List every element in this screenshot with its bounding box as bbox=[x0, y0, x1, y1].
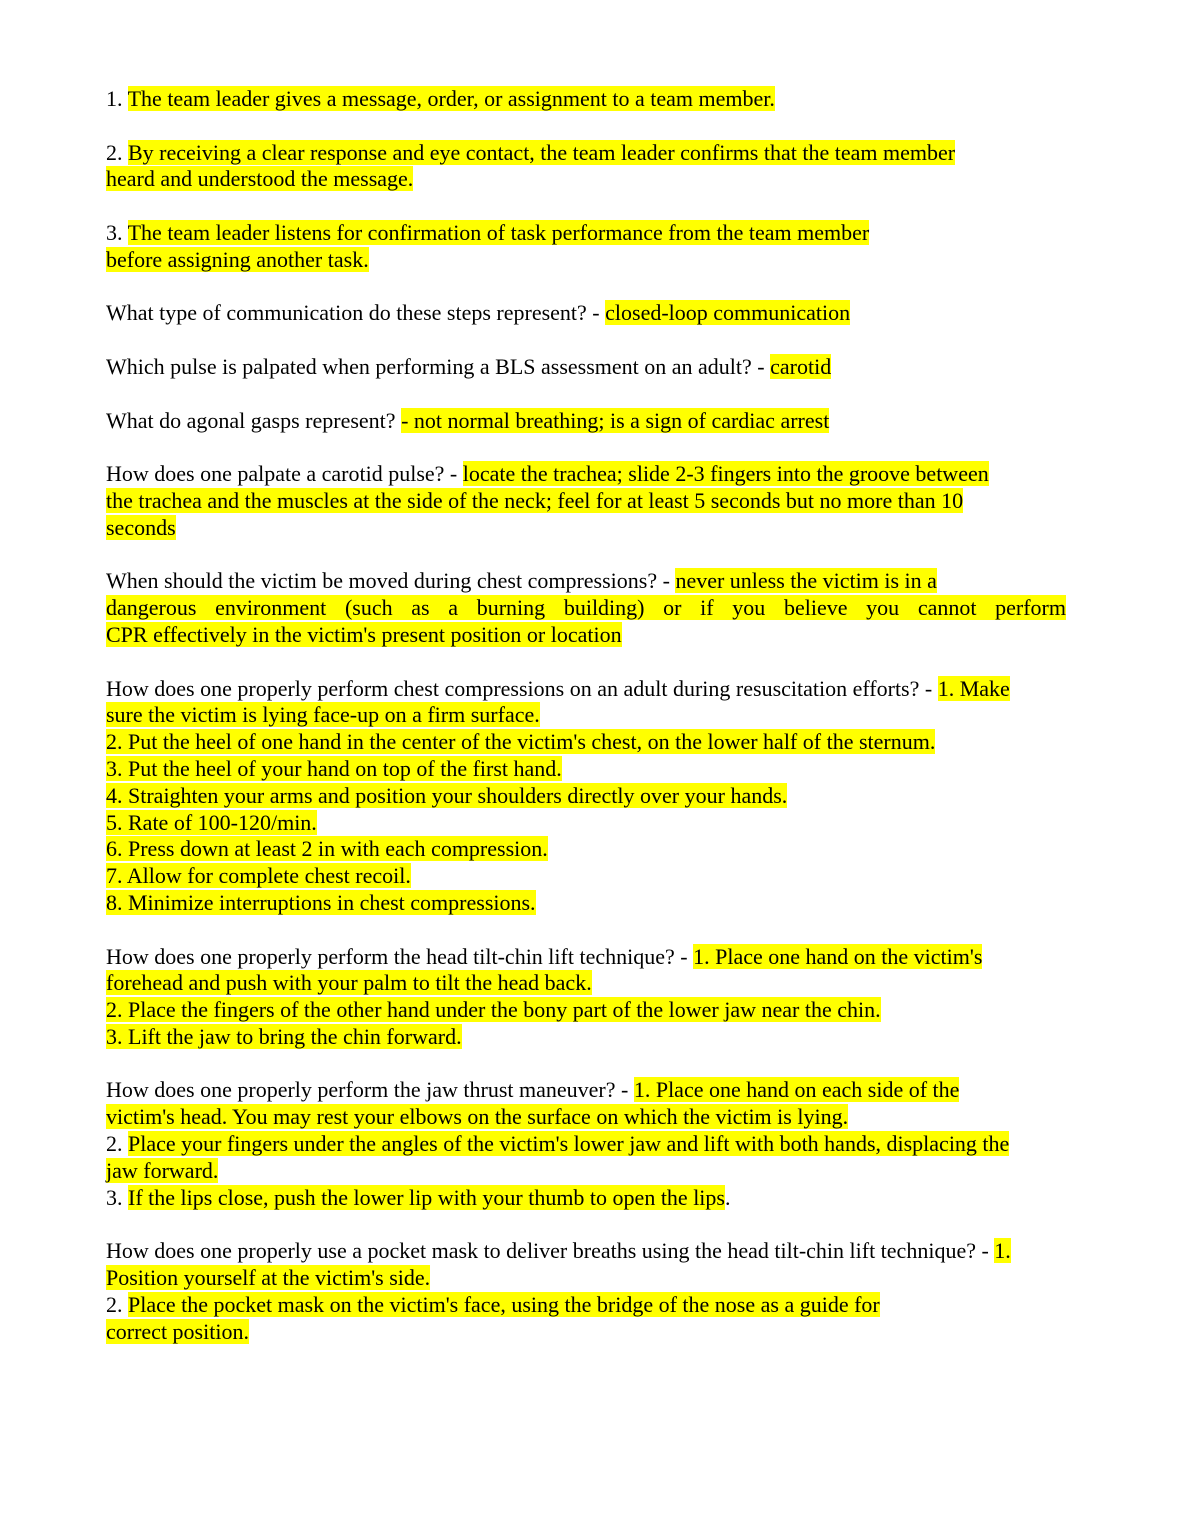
plain-text: 2. bbox=[106, 1291, 128, 1317]
text-line bbox=[106, 1292, 1066, 1319]
highlighted-text: 2. Place the fingers of the other hand under the bony part of the lower jaw near the chin. bbox=[106, 997, 881, 1023]
text-line bbox=[106, 810, 1066, 837]
qa-paragraph bbox=[106, 461, 1066, 541]
highlighted-text: The team leader gives a message, order, or assignment to a team member. bbox=[127, 86, 775, 111]
qa-paragraph bbox=[106, 300, 1066, 327]
qa-paragraph bbox=[106, 1077, 1066, 1211]
plain-text: What do agonal gasps represent? bbox=[106, 407, 402, 433]
text-line bbox=[106, 408, 1066, 435]
highlighted-text: closed-loop communication bbox=[605, 300, 851, 326]
qa-paragraph bbox=[106, 1238, 1066, 1345]
highlighted-text: seconds bbox=[106, 514, 176, 540]
highlighted-text: Place the pocket mask on the victim's face, using the bridge of the nose as a guide for bbox=[128, 1291, 880, 1317]
highlighted-text: victim's head. You may rest your elbows on the surface on which the victim is lying. bbox=[106, 1104, 849, 1130]
text-line bbox=[106, 568, 1066, 595]
text-line bbox=[106, 1185, 1066, 1212]
highlighted-text: 8. Minimize interruptions in chest compressions. bbox=[106, 889, 536, 915]
highlighted-text: 5. Rate of 100-120/min. bbox=[106, 809, 317, 835]
highlighted-text: 6. Press down at least 2 in with each compression. bbox=[106, 836, 548, 862]
plain-text: How does one palpate a carotid pulse? - bbox=[106, 461, 463, 487]
highlighted-text: never unless the victim is in a bbox=[675, 568, 937, 594]
plain-text: Which pulse is palpated when performing a BLS assessment on an adult? - bbox=[106, 353, 771, 379]
document-body bbox=[106, 86, 1066, 1372]
highlighted-text: sure the victim is lying face-up on a firm surface. bbox=[106, 702, 540, 728]
text-line bbox=[106, 729, 1066, 756]
highlighted-text: before assigning another task. bbox=[106, 246, 369, 272]
highlighted-text: 1. Place one hand on the victim's bbox=[693, 943, 983, 969]
highlighted-text: 7. Allow for complete chest recoil. bbox=[106, 863, 411, 889]
qa-paragraph bbox=[106, 568, 1066, 648]
qa-paragraph bbox=[106, 408, 1066, 435]
text-line bbox=[106, 1238, 1066, 1265]
highlighted-text: - not normal breathing; is a sign of cardiac arrest bbox=[401, 407, 830, 433]
text-line bbox=[106, 783, 1066, 810]
highlighted-text: the trachea and the muscles at the side of the neck; feel for at least 5 seconds but no more than 10 bbox=[106, 487, 964, 513]
text-line bbox=[106, 354, 1066, 381]
text-line bbox=[106, 1024, 1066, 1051]
plain-text: When should the victim be moved during chest compressions? - bbox=[106, 568, 676, 594]
qa-paragraph bbox=[106, 220, 1066, 274]
highlighted-text: locate the trachea; slide 2-3 fingers into the groove between bbox=[462, 461, 989, 487]
highlighted-text: jaw forward. bbox=[106, 1157, 219, 1183]
text-line bbox=[106, 1158, 1066, 1185]
plain-text: 3. bbox=[106, 219, 128, 245]
text-line bbox=[106, 970, 1066, 997]
qa-paragraph bbox=[106, 354, 1066, 381]
text-line bbox=[106, 756, 1066, 783]
text-line bbox=[106, 1265, 1066, 1292]
plain-text: . bbox=[724, 1184, 731, 1210]
text-line bbox=[106, 890, 1066, 917]
text-line bbox=[106, 676, 1066, 703]
highlighted-text: 1. Make bbox=[937, 675, 1010, 701]
plain-text: What type of communication do these steps represent? - bbox=[106, 300, 606, 326]
highlighted-text: forehead and push with your palm to tilt the head back. bbox=[106, 970, 592, 996]
highlighted-text: correct position. bbox=[106, 1318, 249, 1344]
text-line bbox=[106, 863, 1066, 890]
text-line bbox=[106, 997, 1066, 1024]
text-line bbox=[106, 140, 1066, 167]
highlighted-text: Position yourself at the victim's side. bbox=[106, 1265, 431, 1291]
text-line bbox=[106, 622, 1066, 649]
plain-text: How does one properly perform the jaw thrust maneuver? - bbox=[106, 1077, 634, 1103]
text-line bbox=[106, 836, 1066, 863]
plain-text: How does one properly use a pocket mask to deliver breaths using the head tilt-chin lift technique? - bbox=[106, 1238, 995, 1264]
text-line bbox=[106, 1131, 1066, 1158]
qa-paragraph bbox=[106, 140, 1066, 194]
highlighted-text: If the lips close, push the lower lip with your thumb to open the lips bbox=[128, 1184, 725, 1210]
highlighted-text: 3. Put the heel of your hand on top of the first hand. bbox=[106, 755, 562, 781]
text-line bbox=[106, 1077, 1066, 1104]
text-line bbox=[106, 595, 1066, 622]
text-line bbox=[106, 300, 1066, 327]
text-line bbox=[106, 1319, 1066, 1346]
text-line bbox=[106, 166, 1066, 193]
highlighted-text: By receiving a clear response and eye contact, the team leader confirms that the team member bbox=[128, 139, 956, 165]
highlighted-text: CPR effectively in the victim's present position or location bbox=[106, 621, 622, 647]
text-line bbox=[106, 1104, 1066, 1131]
text-line bbox=[106, 488, 1066, 515]
highlighted-text: The team leader listens for confirmation of task performance from the team member bbox=[127, 219, 870, 245]
plain-text: 3. bbox=[106, 1184, 128, 1210]
highlighted-text: 1. bbox=[994, 1238, 1011, 1264]
text-line bbox=[106, 702, 1066, 729]
qa-paragraph bbox=[106, 86, 1066, 113]
text-line bbox=[106, 515, 1066, 542]
plain-text: 1. bbox=[106, 86, 128, 111]
text-line bbox=[106, 944, 1066, 971]
qa-paragraph bbox=[106, 676, 1066, 917]
text-line bbox=[106, 220, 1066, 247]
highlighted-text: 1. Place one hand on each side of the bbox=[633, 1077, 960, 1103]
highlighted-text: 4. Straighten your arms and position your shoulders directly over your hands. bbox=[106, 782, 788, 808]
plain-text: How does one properly perform the head tilt-chin lift technique? - bbox=[106, 943, 694, 969]
text-line bbox=[106, 247, 1066, 274]
highlighted-text: carotid bbox=[770, 353, 832, 379]
highlighted-text: heard and understood the message. bbox=[106, 166, 414, 192]
highlighted-text: 3. Lift the jaw to bring the chin forward. bbox=[106, 1023, 462, 1049]
highlighted-text: 2. Put the heel of one hand in the center of the victim's chest, on the lower half of the sternum. bbox=[106, 729, 936, 755]
plain-text: 2. bbox=[106, 1131, 128, 1157]
highlighted-text: Place your fingers under the angles of the victim's lower jaw and lift with both hands, displacing the bbox=[128, 1131, 1010, 1157]
highlighted-text: dangerous environment (such as a burning building) or if you believe you cannot perform bbox=[106, 595, 1066, 621]
plain-text: How does one properly perform chest compressions on an adult during resuscitation efforts? - bbox=[106, 675, 938, 701]
qa-paragraph bbox=[106, 944, 1066, 1051]
text-line bbox=[106, 461, 1066, 488]
plain-text: 2. bbox=[106, 139, 128, 165]
text-line bbox=[106, 86, 1066, 113]
